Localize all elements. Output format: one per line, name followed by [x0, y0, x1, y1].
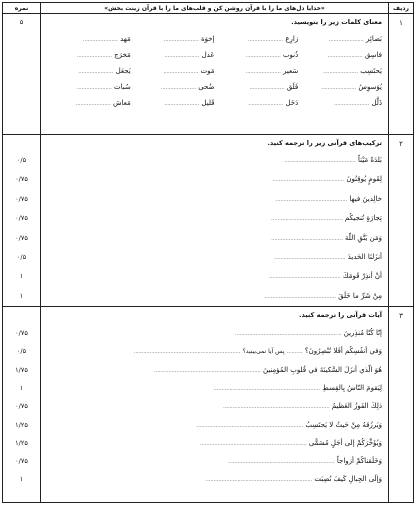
vocab-item	[47, 32, 131, 46]
answer-blank[interactable]: ...................................................................	[154, 367, 261, 374]
vocab-item	[298, 80, 382, 94]
item-score: ۰/۷۵	[15, 194, 28, 203]
exam-sheet	[2, 2, 414, 503]
q3-number: ۳	[399, 312, 403, 320]
vocab-item	[131, 32, 215, 46]
answer-blank[interactable]: ......................	[164, 101, 200, 107]
vocab-word: مَهد	[120, 35, 131, 43]
translation-item	[47, 192, 382, 206]
vocab-word: ذُنوب	[282, 51, 299, 59]
quran-phrase: وَإلَى الجِبالِ كَيفَ نُصِبَت	[314, 475, 382, 484]
vocab-item	[298, 48, 382, 62]
answer-blank[interactable]: ...................................................................	[200, 440, 307, 447]
vocab-word: ضُحى	[198, 83, 215, 91]
item-score: ۱/۲۵	[15, 420, 28, 429]
vocab-word: يَجعَل	[115, 67, 131, 75]
quran-phrase: لِقَومٍ يُوقِنُونَ	[346, 175, 382, 184]
vocab-item	[131, 80, 215, 94]
translation-item	[47, 231, 382, 245]
translation-item	[47, 344, 382, 358]
translation-item	[47, 472, 382, 486]
answer-blank[interactable]: ......................	[164, 53, 200, 59]
answer-blank[interactable]: ......................	[334, 101, 370, 107]
quran-phrase: تِجارَةٍ تُنجيكُم	[344, 214, 382, 223]
answer-blank[interactable]: ......................	[78, 69, 114, 75]
answer-blank[interactable]: ...................................................................	[205, 477, 313, 484]
item-score: ۰/۵	[16, 253, 27, 261]
vocab-word: يُوَسوِسُ	[358, 83, 382, 91]
answer-blank[interactable]: ..........	[286, 349, 303, 356]
answer-blank[interactable]: .............................................	[275, 196, 348, 203]
vocab-item	[47, 96, 131, 110]
given-translation: پس آیا نمی‌بینید؟	[242, 348, 285, 356]
answer-blank[interactable]: ......................	[327, 53, 363, 59]
item-score: ۰/۷۵	[15, 233, 28, 242]
item-score: ۱	[19, 475, 24, 484]
score-column-header: نمره	[3, 3, 41, 14]
vocab-word: بَصائِر	[366, 35, 382, 43]
answer-blank[interactable]: .............................................	[284, 158, 356, 164]
q1-word-grid	[47, 32, 382, 110]
q1-score: ۵	[19, 18, 24, 26]
vocab-word: قَليل	[201, 99, 215, 107]
vocab-item	[298, 64, 382, 78]
item-score: ۰/۷۵	[15, 175, 28, 184]
answer-blank[interactable]: ......................	[76, 85, 112, 91]
quran-phrase: خالِدينَ فيها	[349, 194, 382, 203]
translation-item	[47, 399, 382, 413]
answer-blank[interactable]: ...................................................................	[213, 385, 321, 392]
vocab-word: مَخرَج	[114, 51, 131, 59]
answer-blank[interactable]: .............................................	[271, 216, 343, 223]
vocab-item	[215, 48, 299, 62]
answer-blank[interactable]: ......................	[75, 101, 111, 107]
translation-item	[47, 153, 382, 167]
q1-content	[41, 14, 389, 135]
vocab-item	[47, 64, 131, 78]
row-column-header: ردیف	[389, 3, 413, 14]
item-score: ۱	[19, 291, 24, 300]
quran-phrase: وَيُؤَخِّرَكُمْ إلى أجَلٍ مُسَمًّى	[308, 438, 382, 447]
item-score: ۰/۵	[16, 156, 27, 164]
vocab-item	[47, 48, 131, 62]
vocab-item	[131, 64, 215, 78]
vocab-item	[215, 80, 299, 94]
quran-phrase: أنْ أنذِرْ قَومَكَ	[342, 272, 382, 281]
answer-blank[interactable]: ......................	[163, 69, 199, 75]
vocab-word: يَحتَسِب	[360, 67, 382, 75]
q2-score-cell	[3, 135, 41, 307]
answer-blank[interactable]: .............................................	[269, 274, 341, 281]
answer-blank[interactable]: .............................................	[271, 235, 343, 242]
answer-blank[interactable]: ......................	[82, 37, 118, 43]
vocab-word: عَدل	[201, 51, 215, 59]
vocab-word: مَوت	[200, 67, 215, 75]
translation-item	[47, 381, 382, 395]
quran-phrase: هُوَ الّذي أنزَلَ السَّكينَةَ في قُلوبِ المُؤمِنينَ	[263, 365, 382, 374]
quran-phrase: ذلِكَ الفَوزُ العَظيمُ	[331, 402, 382, 411]
q2-title: ترکیب‌های قرآنی زیر را ترجمه کنید.	[267, 139, 382, 147]
vocab-item	[215, 96, 299, 110]
vocab-word: ذَلَّل	[371, 99, 382, 107]
translation-item	[47, 172, 382, 186]
vocab-word: دَخَل	[285, 99, 299, 107]
q3-content	[41, 307, 389, 502]
item-score: ۱/۲۵	[15, 438, 28, 447]
translation-item	[47, 436, 382, 450]
vocab-word: مَعاش	[112, 99, 131, 107]
translation-item	[47, 454, 382, 468]
q1-title: معنای کلمات زیر را بنویسید.	[291, 18, 382, 26]
translation-item	[47, 326, 382, 340]
item-score: ۰/۵	[16, 347, 27, 356]
quran-phrase: لِيَقومَ النّاسُ بِالقِسطِ	[322, 383, 382, 392]
q2-content	[41, 135, 389, 307]
vocab-item	[215, 64, 299, 78]
translation-item	[47, 211, 382, 225]
answer-blank[interactable]: ......................	[249, 85, 285, 91]
item-score: ۰/۷۵	[15, 457, 28, 466]
answer-blank[interactable]: ......................	[248, 101, 284, 107]
vocab-word: فاسِق	[364, 51, 382, 59]
answer-blank[interactable]: ......................	[248, 37, 284, 43]
quran-phrase: وَفي أنفُسِكُم أفَلا تُبْصِرُونَ؟	[304, 347, 382, 356]
quran-phrase: وَيَرزُقهُ مِنْ حَيثُ لا يَحتَسِبُ	[305, 420, 382, 429]
answer-blank[interactable]: .............................................	[272, 177, 345, 184]
answer-blank[interactable]: ......................	[321, 85, 357, 91]
quran-phrase: وَمَن يَتَّقِ اللّهَ	[345, 233, 382, 242]
answer-blank[interactable]: ...................................................................	[133, 349, 241, 356]
answer-blank[interactable]: ......................	[328, 37, 364, 43]
item-score: ۰/۷۵	[15, 402, 28, 411]
quran-phrase: بَلدَةً مَيْتاً	[358, 156, 382, 164]
vocab-item	[47, 80, 131, 94]
answer-blank[interactable]: ...................................................................	[235, 331, 342, 337]
answer-blank[interactable]: ......................	[163, 37, 199, 43]
quran-phrase: أنزَلنَا الحَديدَ	[347, 253, 382, 261]
vocab-word: إخوَة	[200, 35, 215, 43]
quran-phrase: إنّا كُنّا مُنذِرينَ	[343, 329, 382, 337]
item-score: ۱/۷۵	[15, 365, 28, 374]
vocab-item	[298, 32, 382, 46]
q3-score-cell	[3, 307, 41, 502]
vocab-item	[131, 48, 215, 62]
answer-blank[interactable]: ...................................................................	[196, 422, 304, 429]
answer-blank[interactable]: ......................	[161, 85, 196, 91]
answer-blank[interactable]: .............................................	[264, 293, 336, 300]
sheet-title: «خدایا دل‌های ما را با قرآن روشن کن و قلب‌های ما را با قرآن زینت بخش»	[41, 3, 389, 14]
vocab-word: سُبات	[114, 83, 131, 91]
vocab-word: فَلَق	[286, 83, 299, 91]
quran-phrase: مِنْ شَرِّ ما خَلَقَ	[338, 291, 382, 300]
answer-blank[interactable]: ......................	[76, 53, 112, 59]
translation-item	[47, 363, 382, 377]
q3-title: آیات قرآنی را ترجمه کنید.	[299, 311, 382, 319]
answer-blank[interactable]: ...................................................................	[223, 404, 330, 411]
item-score: ۱	[19, 272, 24, 281]
translation-item	[47, 250, 382, 264]
answer-blank[interactable]: ......................	[245, 69, 281, 75]
answer-blank[interactable]: ......................	[323, 69, 359, 75]
translation-item	[47, 289, 382, 303]
q2-number: ۲	[389, 135, 413, 307]
vocab-item	[215, 32, 299, 46]
translation-item	[47, 269, 382, 283]
answer-blank[interactable]: ...................................................................	[228, 459, 335, 466]
vocab-word: زارِع	[285, 35, 299, 43]
q1-score-cell	[3, 14, 41, 135]
vocab-word: سَعير	[283, 67, 299, 75]
item-score: ۰/۷۵	[15, 329, 28, 337]
translation-item	[47, 418, 382, 432]
item-score: ۰/۷۵	[15, 214, 28, 223]
q1-number: ۱	[389, 14, 413, 135]
item-score: ۱	[19, 383, 24, 392]
answer-blank[interactable]: ......................	[245, 53, 281, 59]
vocab-item	[131, 96, 215, 110]
vocab-item	[298, 96, 382, 110]
quran-phrase: وَخَلَقناكُمْ أزواجاً	[336, 457, 382, 466]
answer-blank[interactable]: .............................................	[273, 255, 346, 261]
